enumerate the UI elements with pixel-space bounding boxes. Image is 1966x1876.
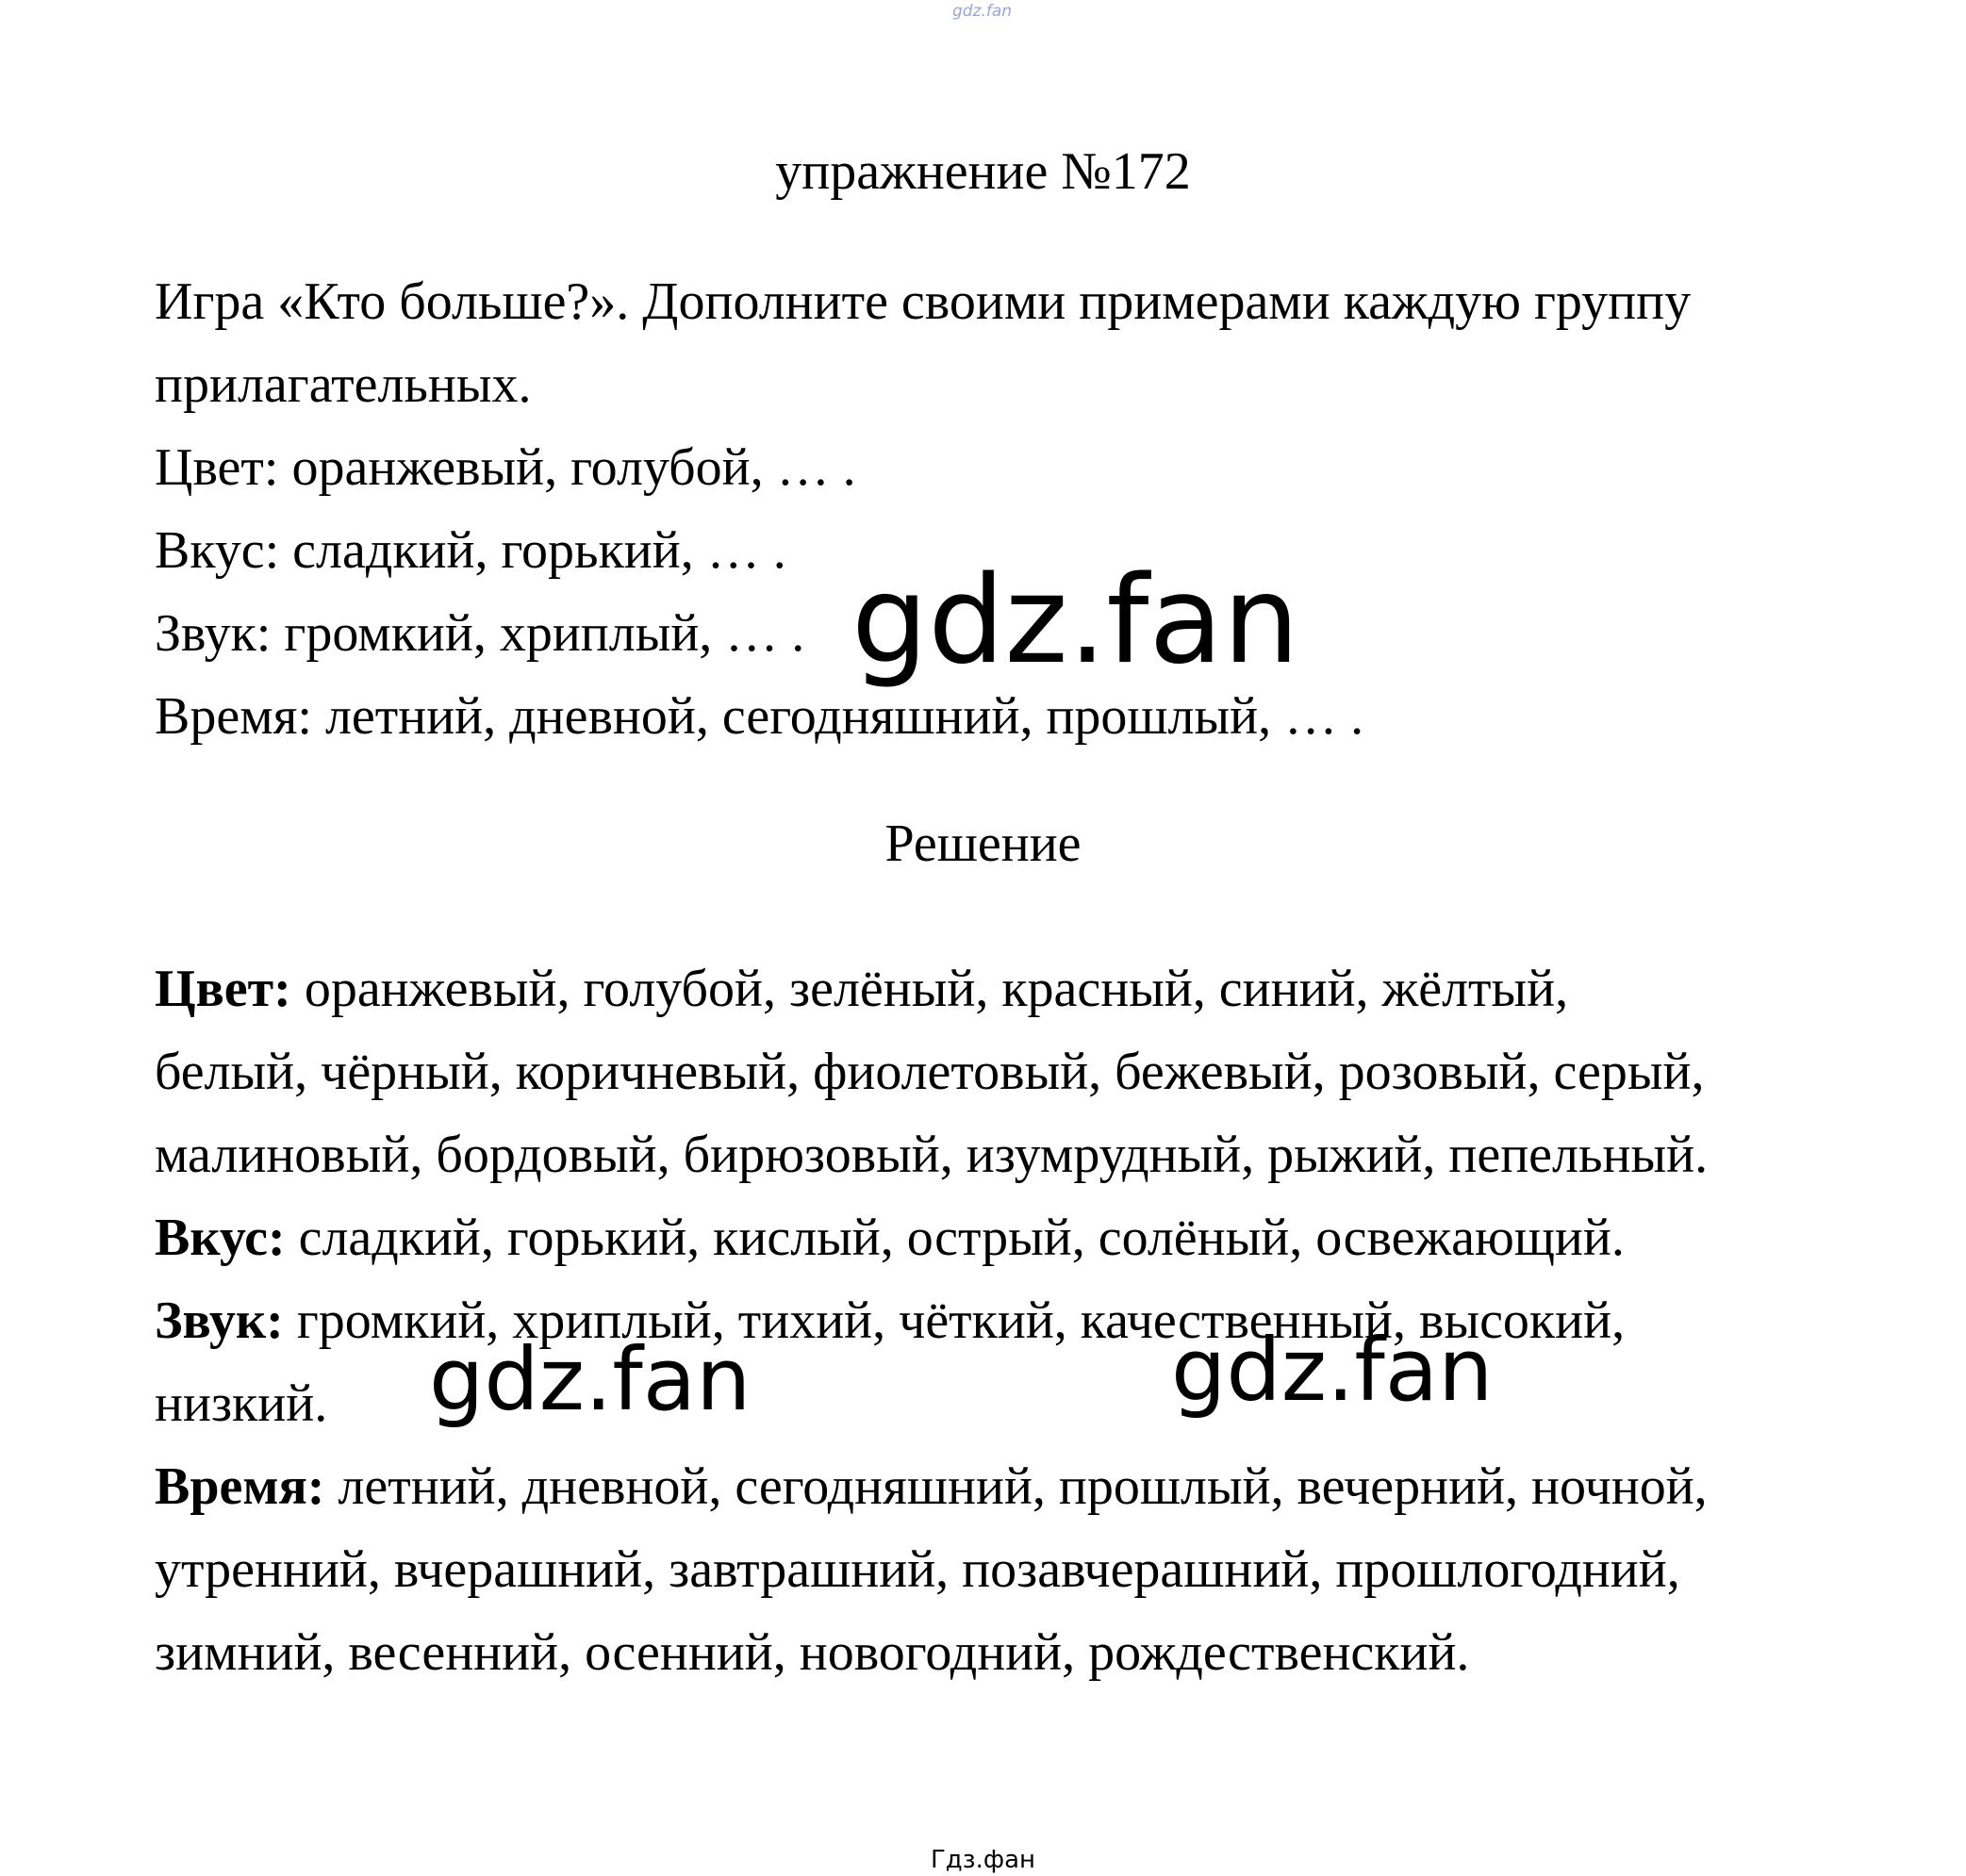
watermark-right: gdz.fan xyxy=(1171,1320,1494,1421)
task-line: Игра «Кто больше?». Дополните своими примерами каждую группу xyxy=(155,272,1692,331)
top-watermark: gdz.fan xyxy=(952,2,1013,21)
exercise-title: упражнение №172 xyxy=(775,142,1191,201)
answer-time-line: утренний, вчерашний, завтрашний, позавчерашний, прошлогодний, xyxy=(155,1540,1680,1599)
watermark-large: gdz.fan xyxy=(851,551,1299,691)
answer-sound-text: громкий, хриплый, тихий, чёткий, качественный, высокий, xyxy=(283,1292,1626,1350)
answer-time-label: Время: xyxy=(155,1457,325,1516)
answer-sound-line: низкий. xyxy=(155,1374,328,1433)
answer-time-line xyxy=(155,1445,1852,1528)
answer-taste-text: сладкий, горький, кислый, острый, солёный, освежающий. xyxy=(285,1209,1625,1267)
answer-color-label: Цвет: xyxy=(155,960,291,1018)
answer-text xyxy=(155,947,1852,1694)
task-line-time: Время: летний, дневной, сегодняшний, прошлый, … . xyxy=(155,687,1364,746)
solution-heading: Решение xyxy=(884,815,1082,873)
answer-color-line xyxy=(155,947,1852,1030)
task-line: прилагательных. xyxy=(155,355,532,414)
task-line-sound: Звук: громкий, хриплый, … . xyxy=(155,604,805,663)
answer-time-text: летний, дневной, сегодняшний, прошлый, вечерний, ночной, xyxy=(324,1457,1708,1516)
watermark-left: gdz.fan xyxy=(429,1329,752,1430)
task-line-taste: Вкус: сладкий, горький, … . xyxy=(155,521,786,580)
answer-color-line: белый, чёрный, коричневый, фиолетовый, бежевый, розовый, серый, xyxy=(155,1043,1705,1101)
answer-sound-line xyxy=(155,1279,1852,1362)
footer-text: Гдз.фан xyxy=(930,1846,1036,1874)
answer-taste-label: Вкус: xyxy=(155,1209,286,1267)
answer-time-line: зимний, весенний, осенний, новогодний, рождественский. xyxy=(155,1623,1470,1682)
answer-color-text: оранжевый, голубой, зелёный, красный, синий, жёлтый, xyxy=(290,960,1569,1018)
answer-color-line: малиновый, бордовый, бирюзовый, изумрудный, рыжий, пепельный. xyxy=(155,1126,1709,1184)
task-line-color: Цвет: оранжевый, голубой, … . xyxy=(155,438,856,497)
answer-taste-line xyxy=(155,1196,1852,1279)
answer-sound-label: Звук: xyxy=(155,1292,284,1350)
